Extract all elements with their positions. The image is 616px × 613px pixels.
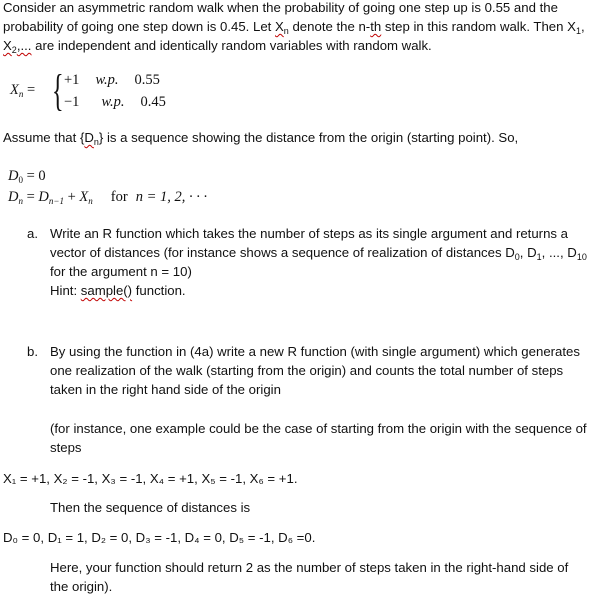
eq2-line-2	[8, 189, 207, 209]
intro-x2-dots	[3, 38, 31, 53]
item-a-hint-fn: sample()	[80, 283, 133, 298]
assume-pre: Assume that {	[3, 130, 85, 145]
item-a-hint-post: function.	[132, 283, 186, 298]
intro-xn-x: X	[275, 19, 284, 34]
assume-dn	[84, 130, 99, 145]
eq2-plus: +	[63, 189, 80, 205]
eq1-case2-val: −1	[64, 94, 80, 110]
item-a-d1-sub: 1	[536, 252, 542, 262]
eq1-case1-p: 0.55	[134, 72, 160, 88]
assume-d-sub: n	[93, 137, 99, 147]
eq2-dn: D	[8, 189, 19, 205]
eq1-case-2	[64, 94, 166, 110]
example-here-line-2: the origin).	[50, 579, 113, 594]
eq1-lhs	[10, 82, 35, 102]
eq1-case-1	[64, 72, 160, 88]
item-b-marker: b.	[27, 344, 38, 359]
item-a-d0-sub: 0	[514, 252, 520, 262]
intro-x2: X	[3, 38, 12, 53]
eq1-equals: =	[23, 82, 36, 98]
item-a-d10-sub: 10	[576, 252, 587, 262]
intro-line-1: Consider an asymmetric random walk when the probability of going one step up is 0.55 and the	[3, 0, 558, 15]
intro-line-3	[3, 38, 432, 58]
intro-line-3-post: are independent and identically random variables with random walk.	[31, 38, 432, 53]
intro-th: th	[370, 19, 382, 34]
item-a-line-2	[50, 245, 587, 265]
item-a-hint-pre: Hint:	[50, 283, 81, 298]
intro-xn-sub: n	[283, 26, 289, 36]
assume-line	[3, 130, 518, 150]
eq1-case2-p: 0.45	[140, 94, 166, 110]
example-x-sequence: X₁ = +1, X₂ = -1, X₃ = -1, X₄ = +1, X₅ = -1, X₆ = +1.	[3, 471, 298, 486]
item-a-d1: , D	[519, 245, 537, 260]
intro-comma: ,	[580, 19, 585, 34]
item-b-line-1: By using the function in (4a) write a new R function (with single argument) which generates	[50, 344, 580, 359]
item-a-line-1: Write an R function which takes the number of steps as its single argument and returns a	[50, 226, 568, 241]
eq1-x-sub: n	[18, 89, 24, 99]
eq2-line-1	[8, 168, 46, 188]
eq1-brace: {	[52, 66, 64, 115]
intro-line-2-post: denote the n-	[288, 19, 371, 34]
eq1-case2-wp: w.p.	[101, 94, 125, 110]
eq2-d0-sub: 0	[18, 175, 23, 185]
eq2-dn1-sub: n−1	[48, 196, 64, 206]
item-a-l2-text: vector of distances (for instance shows a sequence of realization of distances D	[50, 245, 515, 260]
eq2-d0-rest: = 0	[22, 168, 46, 184]
eq1-case1-val: +1	[64, 72, 80, 88]
eq2-xn-sub: n	[88, 196, 93, 206]
assume-post: } is a sequence showing the distance from the origin (starting point). So,	[98, 130, 519, 145]
item-b-line-3: taken in the right hand side of the origin	[50, 382, 281, 397]
intro-x1-sub: 1	[575, 26, 581, 36]
eq2-equals: =	[22, 189, 39, 205]
eq2-dn1: D	[38, 189, 49, 205]
eq2-xn: X	[79, 189, 89, 205]
item-b-line-4: (for instance, one example could be the case of starting from the origin with the sequence of	[50, 421, 587, 436]
item-b-line-5: steps	[50, 440, 82, 455]
example-then: Then the sequence of distances is	[50, 500, 251, 515]
intro-dots: ,...	[16, 38, 32, 53]
item-a-dots: , ..., D	[541, 245, 577, 260]
eq1-x: X	[10, 82, 19, 98]
eq1-case1-wp: w.p.	[95, 72, 119, 88]
assume-d: D	[84, 130, 94, 145]
intro-line-2-pre: probability of going one step down is 0.45. Let	[3, 19, 275, 34]
item-a-hint	[50, 283, 186, 299]
intro-line-2-end: step in this random walk. Then X	[381, 19, 576, 34]
eq2-cond: n = 1, 2, · · ·	[135, 189, 208, 205]
item-b-line-2: one realization of the walk (starting from the origin) and counts the total number of steps	[50, 363, 564, 378]
example-here-line-1: Here, your function should return 2 as the number of steps taken in the right-hand side of	[50, 560, 569, 575]
item-a-line-3: for the argument n = 10)	[50, 264, 192, 279]
eq2-dn-sub: n	[18, 196, 23, 206]
intro-line-2	[3, 19, 585, 39]
example-d-sequence: D₀ = 0, D₁ = 1, D₂ = 0, D₃ = -1, D₄ = 0, D₅ = -1, D₆ =0.	[3, 530, 316, 545]
intro-x2-sub: 2	[11, 45, 17, 55]
eq2-d0: D	[8, 168, 19, 184]
intro-xn	[275, 19, 289, 34]
eq2-for: for	[110, 189, 128, 205]
item-a-marker: a.	[27, 226, 38, 241]
